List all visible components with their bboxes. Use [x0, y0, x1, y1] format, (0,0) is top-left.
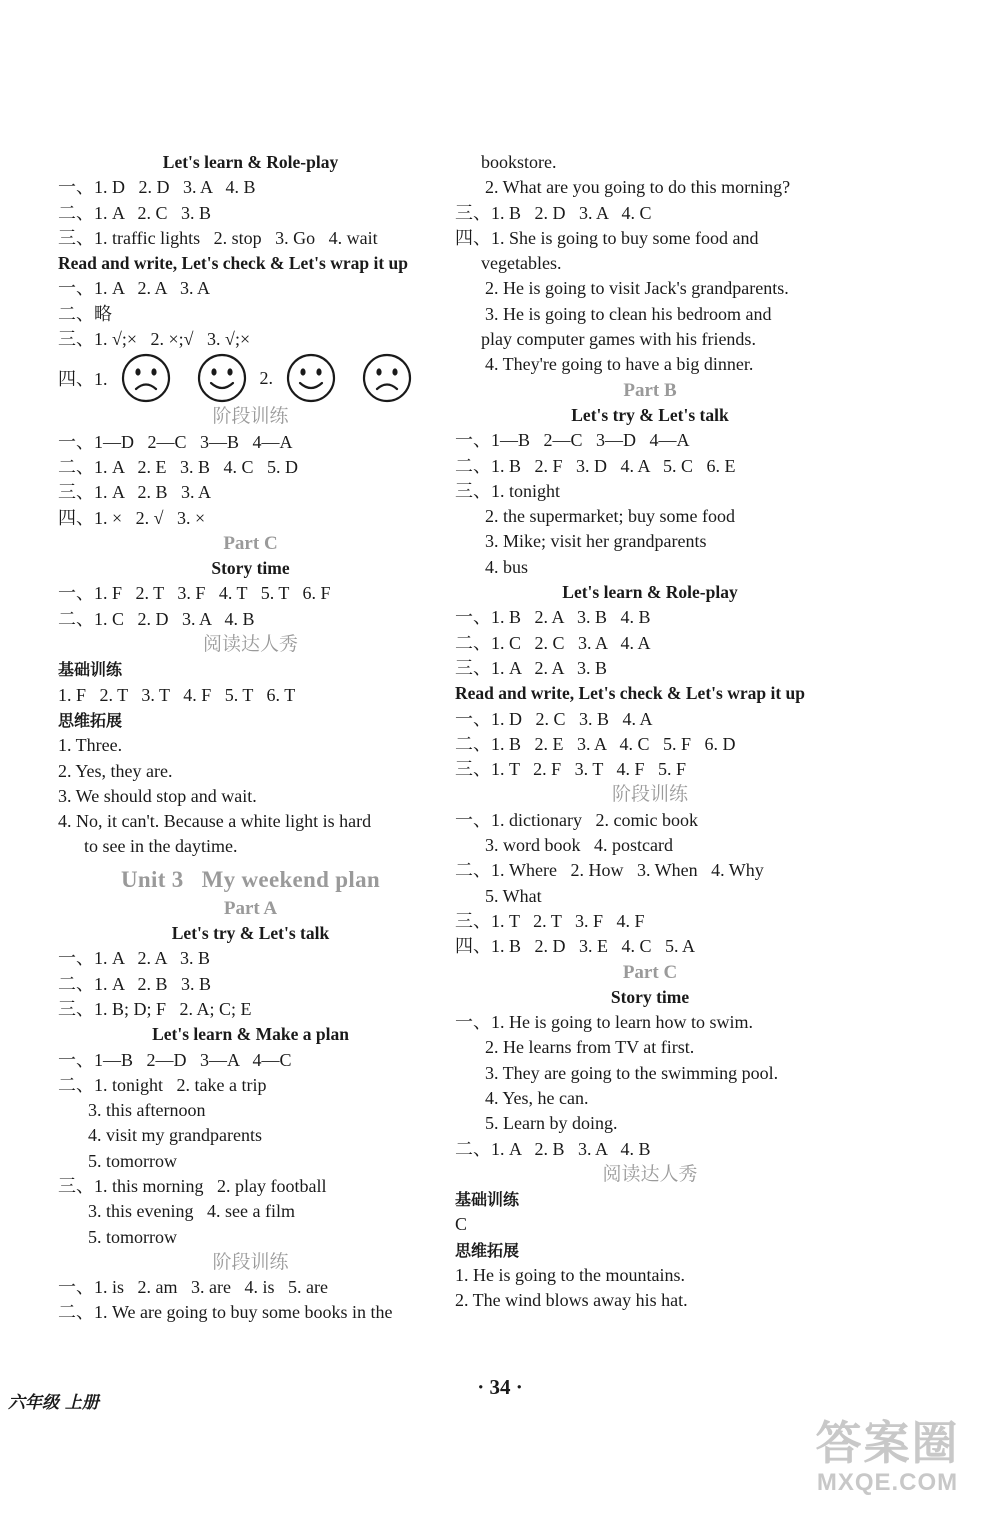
answer-line: 5. tomorrow — [88, 1150, 177, 1171]
answer-line: 2. He is going to visit Jack's grandparents. — [485, 278, 789, 299]
answer-line: 三、1. this morning 2. play football — [58, 1175, 327, 1196]
answer-line: 4. Yes, he can. — [485, 1087, 589, 1108]
grade-label: 六年级 上册 — [8, 1393, 99, 1413]
answer-line: 3. Mike; visit her grandparents — [485, 531, 707, 552]
answer-line: 一、1. D 2. C 3. B 4. A — [455, 708, 653, 729]
answer-line: 三、1. A 2. A 3. B — [455, 657, 608, 678]
category-label: 思维拓展 — [58, 710, 123, 730]
section-heading: Read and write, Let's check & Let's wrap it up — [58, 253, 408, 274]
section-heading: Story time — [610, 986, 690, 1007]
answer-line: 一、1—B 2—C 3—D 4—A — [455, 430, 690, 451]
subsection-title: 阅读达人秀 — [602, 1163, 698, 1185]
answer-line: 2. Yes, they are. — [58, 760, 173, 781]
category-label: 基础训练 — [58, 660, 123, 680]
answer-line: 二、1. We are going to buy some books in the — [58, 1302, 393, 1323]
answer-line: 二、1. Where 2. How 3. When 4. Why — [455, 860, 764, 881]
answer-line: 四、1. B 2. D 3. E 4. C 5. A — [455, 936, 696, 957]
answer-line: 三、1. B 2. D 3. A 4. C — [455, 202, 652, 223]
answer-line: 三、1. T 2. F 3. T 4. F 5. F — [455, 759, 687, 780]
category-label: 基础训练 — [455, 1190, 520, 1210]
answer-line: 一、1. is 2. am 3. are 4. is 5. are — [58, 1277, 328, 1298]
section-heading: Let's learn & Role-play — [162, 152, 339, 172]
answer-line: 一、1. A 2. A 3. B — [58, 948, 211, 969]
answer-line: 2. the supermarket; buy some food — [485, 506, 735, 527]
watermark-logo: 答案圈 — [815, 1416, 960, 1470]
answer-line: 5. tomorrow — [88, 1226, 177, 1247]
answer-line: 一、1. F 2. T 3. F 4. T 5. T 6. F — [58, 583, 331, 604]
faces-row-number: 2. — [259, 367, 273, 388]
answer-line: 一、1. dictionary 2. comic book — [455, 809, 698, 830]
answer-line: 5. Learn by doing. — [485, 1113, 618, 1134]
answer-line: 4. bus — [485, 556, 529, 577]
faces-row-prefix: 四、1. — [58, 369, 108, 390]
answer-line: 3. He is going to clean his bedroom and — [485, 303, 772, 324]
answer-line: 一、1—D 2—C 3—B 4—A — [58, 431, 293, 452]
answer-line: 2. The wind blows away his hat. — [455, 1290, 688, 1311]
section-heading: Let's try & Let's talk — [571, 404, 729, 425]
section-heading: Let's try & Let's talk — [171, 923, 330, 944]
right-column — [455, 150, 845, 1314]
part-title: Part C — [622, 961, 678, 983]
smiley-face-icon — [196, 352, 248, 404]
answer-line: 2. What are you going to do this morning? — [485, 177, 791, 198]
answer-line: 二、1. A 2. B 3. B — [58, 973, 212, 994]
answer-line: 1. F 2. T 3. T 4. F 5. T 6. T — [58, 684, 296, 705]
answer-line: 5. What — [485, 885, 542, 906]
watermark-site: MXQE.COM — [816, 1469, 959, 1496]
answer-line: 二、1. C 2. D 3. A 4. B — [58, 608, 255, 629]
unit-title: Unit 3 My weekend plan — [121, 866, 380, 892]
watermark — [795, 1417, 980, 1497]
part-title: Part C — [223, 532, 278, 554]
answer-line: 4. visit my grandparents — [88, 1125, 262, 1146]
smiley-face-icon — [285, 352, 337, 404]
page-number: · 34 · — [477, 1375, 523, 1399]
answer-line: 4. No, it can't. Because a white light is hard — [58, 811, 372, 832]
answer-line: 一、1—B 2—D 3—A 4—C — [58, 1049, 292, 1070]
answer-line: 二、1. A 2. E 3. B 4. C 5. D — [58, 456, 299, 477]
answer-line: 1. Three. — [58, 735, 123, 756]
answer-line: 三、1. √;× 2. ×;√ 3. √;× — [58, 329, 251, 350]
answer-line: 1. He is going to the mountains. — [455, 1265, 685, 1286]
answer-line: 二、1. A 2. B 3. A 4. B — [455, 1138, 651, 1159]
answer-line: 三、1. traffic lights 2. stop 3. Go 4. wait — [58, 227, 378, 248]
answer-line: 二、1. tonight 2. take a trip — [58, 1074, 267, 1095]
answer-line: 四、1. × 2. √ 3. × — [58, 507, 206, 528]
section-heading: Story time — [211, 558, 290, 579]
answer-line: 3. word book 4. postcard — [485, 835, 673, 856]
subsection-title: 阶段训练 — [212, 406, 289, 428]
section-heading: Let's learn & Make a plan — [152, 1024, 349, 1045]
answer-line: 四、1. She is going to buy some food and — [455, 227, 759, 248]
answer-line: bookstore. — [481, 152, 557, 172]
section-heading: Let's learn & Role-play — [562, 582, 738, 603]
answer-line: 4. They're going to have a big dinner. — [485, 354, 754, 375]
part-title: Part A — [223, 897, 278, 919]
answer-line: 一、1. A 2. A 3. A — [58, 278, 211, 299]
answer-line: 一、1. B 2. A 3. B 4. B — [455, 607, 651, 628]
answer-line: 3. this afternoon — [88, 1100, 206, 1121]
answer-line: vegetables. — [481, 253, 562, 274]
answer-line: 二、1. A 2. C 3. B — [58, 202, 212, 223]
answer-line: 二、1. C 2. C 3. A 4. A — [455, 632, 651, 653]
answer-line: 3. They are going to the swimming pool. — [485, 1062, 779, 1083]
answer-line: 2. He learns from TV at first. — [485, 1037, 695, 1058]
answer-line: 3. We should stop and wait. — [58, 785, 257, 806]
sad-face-icon — [120, 352, 172, 404]
section-heading: Read and write, Let's check & Let's wrap it up — [455, 683, 805, 704]
answer-line: play computer games with his friends. — [481, 329, 756, 350]
answer-line: 二、略 — [58, 303, 112, 324]
answer-line: to see in the daytime. — [84, 836, 238, 857]
answer-line: 3. this evening 4. see a film — [88, 1201, 295, 1222]
answer-line: 一、1. D 2. D 3. A 4. B — [58, 177, 256, 198]
subsection-title: 阶段训练 — [212, 1251, 289, 1273]
part-title: Part B — [623, 379, 677, 401]
answer-line: 三、1. B; D; F 2. A; C; E — [58, 998, 252, 1019]
answer-line: 三、1. T 2. T 3. F 4. F — [455, 910, 645, 931]
left-column — [58, 150, 443, 1326]
category-label: 思维拓展 — [455, 1240, 520, 1260]
answer-line: 二、1. B 2. E 3. A 4. C 5. F 6. D — [455, 733, 736, 754]
answer-line: 二、1. B 2. F 3. D 4. A 5. C 6. E — [455, 455, 736, 476]
subsection-title: 阅读达人秀 — [202, 634, 298, 656]
sad-face-icon — [361, 352, 413, 404]
answer-line: 三、1. A 2. B 3. A — [58, 482, 212, 503]
faces-row — [58, 352, 443, 404]
answer-line: 三、1. tonight — [455, 480, 561, 501]
subsection-title: 阶段训练 — [611, 784, 688, 806]
answer-line: C — [455, 1214, 468, 1235]
answer-line: 一、1. He is going to learn how to swim. — [455, 1012, 753, 1033]
